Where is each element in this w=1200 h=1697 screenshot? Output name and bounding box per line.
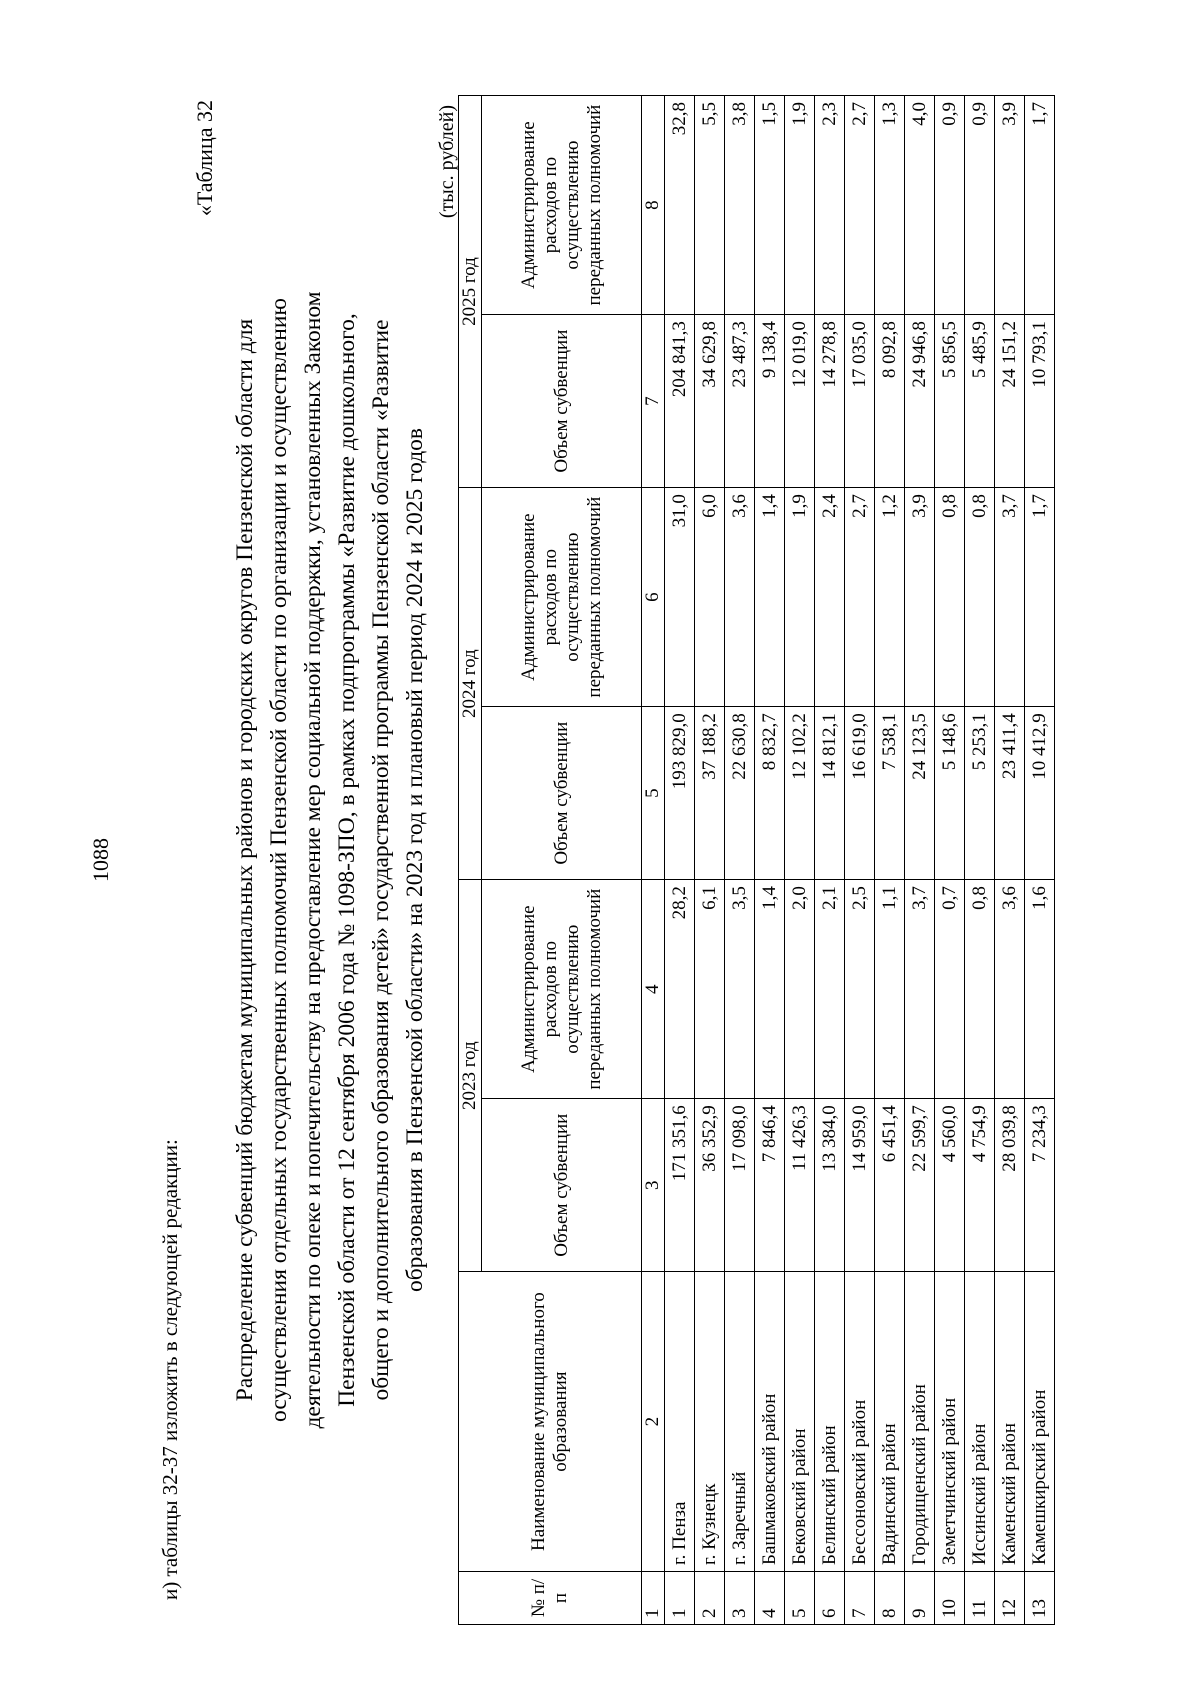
- table-row: [845, 96, 875, 1625]
- cell-v2023: 17 098,0: [725, 1099, 755, 1272]
- rotated-page: [60, 60, 1140, 1660]
- cell-v2024: 22 630,8: [725, 707, 755, 880]
- cell-n: 11: [965, 1571, 995, 1624]
- cell-a2024: 6,0: [695, 488, 725, 707]
- table-row: [755, 96, 785, 1625]
- table-row: [695, 96, 725, 1625]
- header-volume: Объем субвенции: [482, 315, 642, 488]
- cell-v2024: 10 412,9: [1025, 707, 1055, 880]
- heading-line: деятельности по опеке и попечительству на предоставление мер социальной поддержки, установленных Законом: [300, 291, 326, 1429]
- col-number: 7: [642, 315, 665, 488]
- cell-name: Иссинский район: [965, 1272, 995, 1572]
- cell-n: 10: [935, 1571, 965, 1624]
- table-row: [725, 96, 755, 1625]
- cell-a2025: 5,5: [695, 96, 725, 315]
- heading-line: Пензенской области от 12 сентября 2006 года № 1098-ЗПО, в рамках подпрограммы «Развитие дошкольного,: [334, 313, 360, 1407]
- cell-v2024: 12 102,2: [785, 707, 815, 880]
- cell-n: 6: [815, 1571, 845, 1624]
- table-row: [815, 96, 845, 1625]
- col-number: 4: [642, 880, 665, 1099]
- cell-a2024: 1,2: [875, 488, 905, 707]
- col-number: 5: [642, 707, 665, 880]
- cell-v2024: 24 123,5: [905, 707, 935, 880]
- header-year-2024: 2024 год: [459, 488, 482, 880]
- cell-a2024: 3,9: [905, 488, 935, 707]
- cell-v2025: 8 092,8: [875, 315, 905, 488]
- cell-a2023: 28,2: [665, 880, 695, 1099]
- cell-a2025: 4,0: [905, 96, 935, 315]
- cell-a2023: 3,5: [725, 880, 755, 1099]
- cell-a2024: 0,8: [935, 488, 965, 707]
- cell-v2023: 171 351,6: [665, 1099, 695, 1272]
- table-row: [875, 96, 905, 1625]
- cell-name: Бессоновский район: [845, 1272, 875, 1572]
- cell-a2024: 2,4: [815, 488, 845, 707]
- col-number: 2: [642, 1272, 665, 1572]
- cell-name: г. Пенза: [665, 1272, 695, 1572]
- col-number: 3: [642, 1099, 665, 1272]
- cell-v2024: 5 148,6: [935, 707, 965, 880]
- cell-v2025: 9 138,4: [755, 315, 785, 488]
- cell-name: Вадинский район: [875, 1272, 905, 1572]
- header-volume: Объем субвенции: [482, 707, 642, 880]
- cell-v2025: 204 841,3: [665, 315, 695, 488]
- cell-v2023: 22 599,7: [905, 1099, 935, 1272]
- cell-v2023: 7 846,4: [755, 1099, 785, 1272]
- cell-a2023: 6,1: [695, 880, 725, 1099]
- cell-v2025: 14 278,8: [815, 315, 845, 488]
- header-admin: Администрирование расходов по осуществлению переданных полномочий: [482, 488, 642, 707]
- cell-a2023: 0,8: [965, 880, 995, 1099]
- cell-v2024: 193 829,0: [665, 707, 695, 880]
- cell-v2024: 23 411,4: [995, 707, 1025, 880]
- cell-v2025: 23 487,3: [725, 315, 755, 488]
- cell-n: 13: [1025, 1571, 1055, 1624]
- table-row: [785, 96, 815, 1625]
- cell-v2024: 16 619,0: [845, 707, 875, 880]
- cell-n: 5: [785, 1571, 815, 1624]
- units-label: (тыс. рублей): [436, 105, 458, 219]
- cell-v2024: 8 832,7: [755, 707, 785, 880]
- cell-v2023: 28 039,8: [995, 1099, 1025, 1272]
- cell-n: 2: [695, 1571, 725, 1624]
- table-heading: [228, 170, 432, 1550]
- header-year-2023: 2023 год: [459, 880, 482, 1272]
- cell-n: 4: [755, 1571, 785, 1624]
- cell-v2025: 5 856,5: [935, 315, 965, 488]
- cell-a2024: 3,6: [725, 488, 755, 707]
- cell-v2025: 34 629,8: [695, 315, 725, 488]
- cell-v2024: 5 253,1: [965, 707, 995, 880]
- cell-a2025: 2,3: [815, 96, 845, 315]
- cell-name: Белинский район: [815, 1272, 845, 1572]
- cell-a2023: 1,1: [875, 880, 905, 1099]
- cell-v2023: 6 451,4: [875, 1099, 905, 1272]
- subvention-table: [458, 95, 1055, 1625]
- cell-v2025: 5 485,9: [965, 315, 995, 488]
- table-row: [665, 96, 695, 1625]
- heading-line: образования в Пензенской области» на 2023 год и плановый период 2024 и 2025 годов: [402, 427, 428, 1293]
- cell-a2025: 3,9: [995, 96, 1025, 315]
- cell-a2025: 3,8: [725, 96, 755, 315]
- table-row: [935, 96, 965, 1625]
- cell-a2024: 31,0: [665, 488, 695, 707]
- cell-n: 8: [875, 1571, 905, 1624]
- cell-a2023: 1,4: [755, 880, 785, 1099]
- cell-v2025: 10 793,1: [1025, 315, 1055, 488]
- table-row: [965, 96, 995, 1625]
- cell-v2023: 7 234,3: [1025, 1099, 1055, 1272]
- cell-a2023: 2,1: [815, 880, 845, 1099]
- cell-v2024: 14 812,1: [815, 707, 845, 880]
- cell-a2025: 32,8: [665, 96, 695, 315]
- cell-v2025: 17 035,0: [845, 315, 875, 488]
- cell-v2023: 4 754,9: [965, 1099, 995, 1272]
- header-year-2025: 2025 год: [459, 96, 482, 488]
- table-body: [665, 96, 1055, 1625]
- cell-n: 1: [665, 1571, 695, 1624]
- cell-a2023: 3,6: [995, 880, 1025, 1099]
- cell-v2025: 12 019,0: [785, 315, 815, 488]
- cell-a2025: 1,3: [875, 96, 905, 315]
- cell-v2023: 11 426,3: [785, 1099, 815, 1272]
- cell-name: Земетчинский район: [935, 1272, 965, 1572]
- cell-a2025: 1,7: [1025, 96, 1055, 315]
- heading-line: общего и дополнительного образования детей» государственной программы Пензенской области «Развитие: [368, 319, 394, 1401]
- cell-v2023: 36 352,9: [695, 1099, 725, 1272]
- cell-n: 12: [995, 1571, 1025, 1624]
- cell-a2025: 1,5: [755, 96, 785, 315]
- cell-name: Бековский район: [785, 1272, 815, 1572]
- col-number: 1: [642, 1571, 665, 1624]
- cell-a2023: 0,7: [935, 880, 965, 1099]
- cell-v2024: 7 538,1: [875, 707, 905, 880]
- cell-name: Каменский район: [995, 1272, 1025, 1572]
- page-number: 1088: [88, 838, 113, 882]
- cell-a2023: 2,5: [845, 880, 875, 1099]
- cell-n: 7: [845, 1571, 875, 1624]
- cell-v2024: 37 188,2: [695, 707, 725, 880]
- cell-a2024: 0,8: [965, 488, 995, 707]
- table-row: [995, 96, 1025, 1625]
- heading-line: Распределение субвенций бюджетам муниципальных районов и городских округов Пензенской области для: [232, 318, 258, 1402]
- cell-a2024: 1,4: [755, 488, 785, 707]
- cell-v2025: 24 151,2: [995, 315, 1025, 488]
- header-admin: Администрирование расходов по осуществлению переданных полномочий: [482, 96, 642, 315]
- cell-a2023: 3,7: [905, 880, 935, 1099]
- cell-a2024: 2,7: [845, 488, 875, 707]
- table-row: [1025, 96, 1055, 1625]
- cell-name: Городищенский район: [905, 1272, 935, 1572]
- cell-v2025: 24 946,8: [905, 315, 935, 488]
- cell-v2023: 14 959,0: [845, 1099, 875, 1272]
- cell-a2025: 0,9: [965, 96, 995, 315]
- cell-a2025: 1,9: [785, 96, 815, 315]
- header-name: Наименование муниципального образования: [459, 1272, 642, 1572]
- table-label: «Таблица 32: [192, 100, 217, 217]
- cell-a2024: 1,7: [1025, 488, 1055, 707]
- cell-n: 9: [905, 1571, 935, 1624]
- cell-n: 3: [725, 1571, 755, 1624]
- col-number: 8: [642, 96, 665, 315]
- cell-name: Камешкирский район: [1025, 1272, 1055, 1572]
- heading-line: осуществления отдельных государственных полномочий Пензенской области по организации и осуществлению: [266, 298, 292, 1422]
- cell-name: г. Заречный: [725, 1272, 755, 1572]
- col-number: 6: [642, 488, 665, 707]
- cell-a2025: 0,9: [935, 96, 965, 315]
- cell-a2024: 1,9: [785, 488, 815, 707]
- cell-v2023: 13 384,0: [815, 1099, 845, 1272]
- cell-a2023: 1,6: [1025, 880, 1055, 1099]
- table-row: [905, 96, 935, 1625]
- header-volume: Объем субвенции: [482, 1099, 642, 1272]
- cell-name: Башмаковский район: [755, 1272, 785, 1572]
- cell-name: г. Кузнецк: [695, 1272, 725, 1572]
- header-admin: Администрирование расходов по осуществлению переданных полномочий: [482, 880, 642, 1099]
- cell-a2025: 2,7: [845, 96, 875, 315]
- header-num: № п/п: [459, 1571, 642, 1624]
- intro-text: и) таблицы 32-37 изложить в следующей редакции:: [158, 1139, 182, 1600]
- cell-a2024: 3,7: [995, 488, 1025, 707]
- cell-v2023: 4 560,0: [935, 1099, 965, 1272]
- cell-a2023: 2,0: [785, 880, 815, 1099]
